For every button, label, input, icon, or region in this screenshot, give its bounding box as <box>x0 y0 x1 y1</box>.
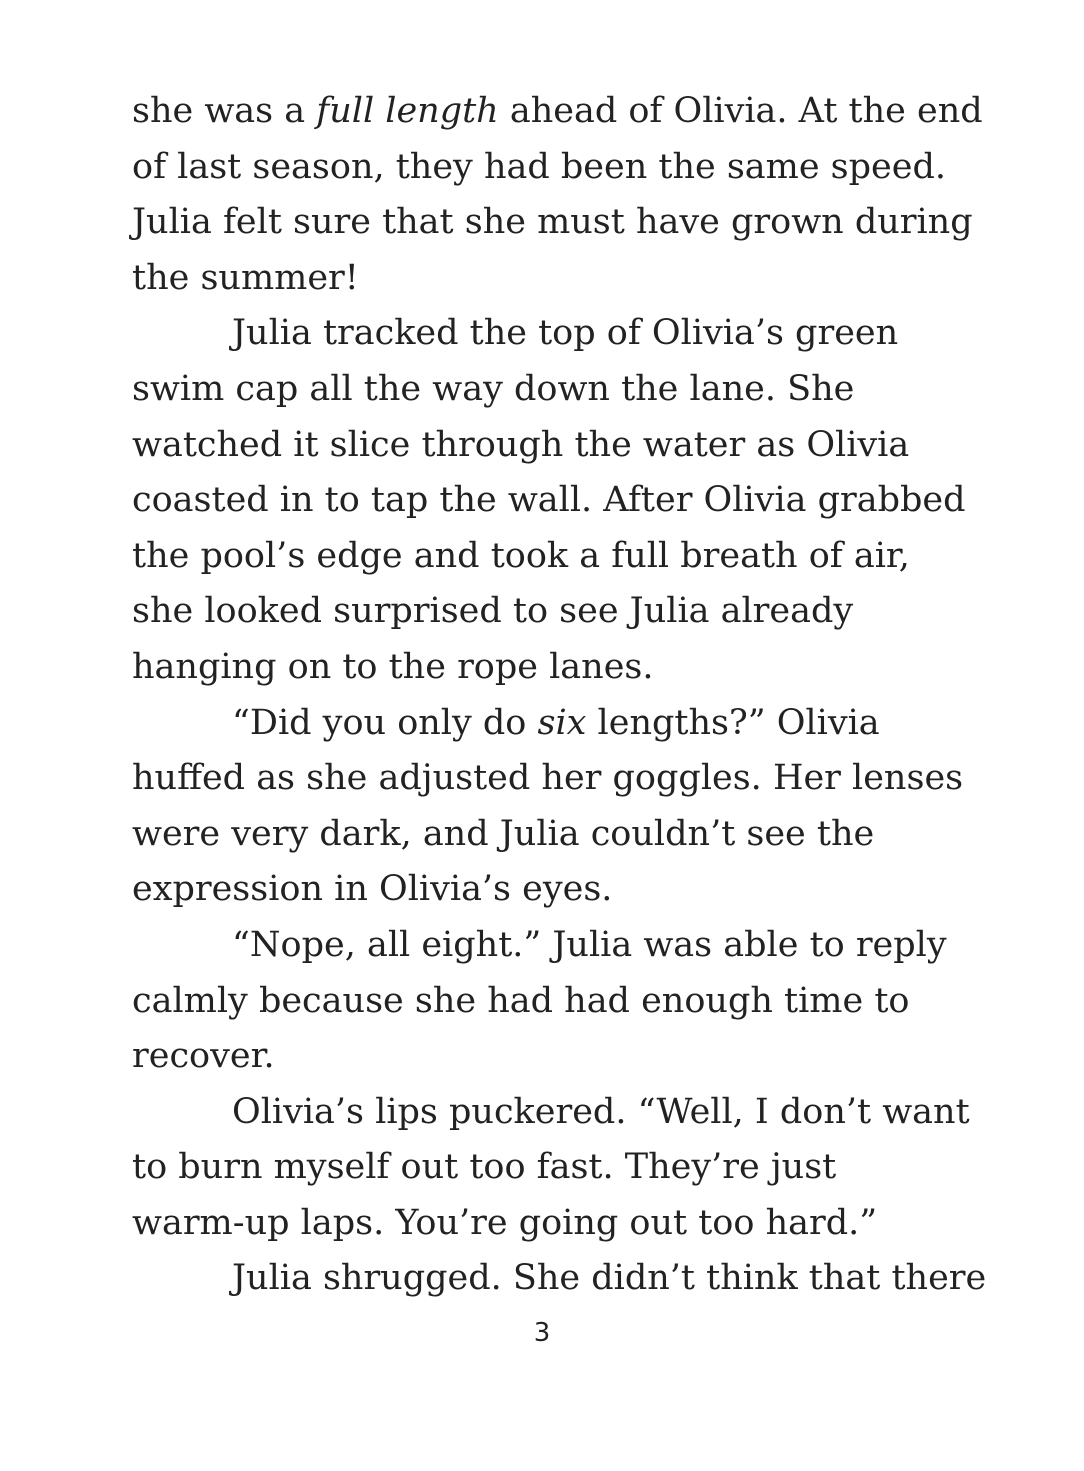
text-line: recover. <box>132 1036 275 1077</box>
paragraph-first-line: Julia tracked the top of Olivia’s green <box>232 313 899 354</box>
text-line: warm-up laps. You’re going out too hard.” <box>132 1202 878 1243</box>
text-line: the summer! <box>132 257 359 298</box>
text-line: expression in Olivia’s eyes. <box>132 869 613 910</box>
text-line: swim cap all the way down the lane. She <box>132 368 855 409</box>
text-line: she was a full length ahead of Olivia. At the end <box>132 91 983 131</box>
text-line: she looked surprised to see Julia already <box>132 591 854 632</box>
text-line: the pool’s edge and took a full breath of air, <box>132 535 910 576</box>
paragraph-first-line: “Nope, all eight.” Julia was able to reply <box>232 924 947 965</box>
text-line: calmly because she had had enough time to <box>132 980 910 1021</box>
text-line: to burn myself out too fast. They’re just <box>132 1147 837 1188</box>
text-line: coasted in to tap the wall. After Olivia grabbed <box>132 480 966 521</box>
emphasis: full length <box>316 91 499 131</box>
paragraph-first-line: “Did you only do six lengths?” Olivia <box>232 702 880 743</box>
text-line: hanging on to the rope lanes. <box>132 646 654 687</box>
text-line: Julia felt sure that she must have grown during <box>132 202 973 243</box>
text-line: watched it slice through the water as Olivia <box>132 424 910 465</box>
body-text <box>132 84 987 1307</box>
text-line: were very dark, and Julia couldn’t see the <box>132 813 875 854</box>
paragraph-first-line: Julia shrugged. She didn’t think that there <box>232 1258 987 1299</box>
text-line: of last season, they had been the same speed. <box>132 146 947 187</box>
text-line: huffed as she adjusted her goggles. Her lenses <box>132 758 964 799</box>
paragraph-first-line: Olivia’s lips puckered. “Well, I don’t want <box>232 1091 970 1132</box>
emphasis: six <box>537 702 587 743</box>
page-number: 3 <box>533 1318 551 1348</box>
